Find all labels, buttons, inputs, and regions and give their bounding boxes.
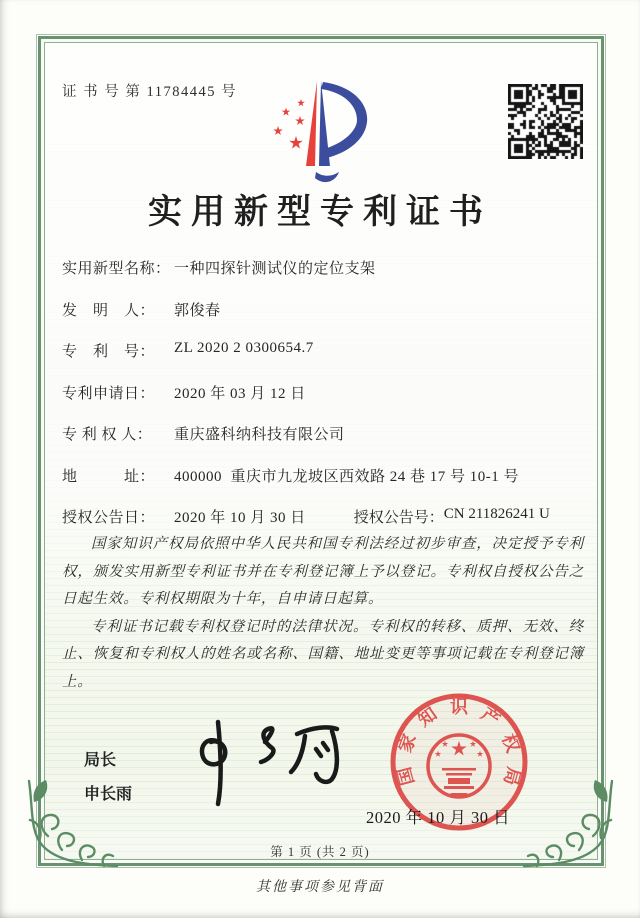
page-number: 第 1 页 (共 2 页) xyxy=(270,845,370,859)
field-row-patentee xyxy=(62,423,582,444)
field-label: 专利申请日： xyxy=(62,385,156,402)
certificate-number: 证 书 号 第 11784445 号 xyxy=(62,84,238,100)
field-label: 授权公告日： xyxy=(62,510,156,526)
director-title: 局长 xyxy=(84,752,117,769)
director-signature-icon xyxy=(185,712,355,812)
seal-date: 2020 年 10 月 30 日 xyxy=(366,808,511,827)
qr-code xyxy=(508,84,583,159)
field-value: 郭俊春 xyxy=(174,302,221,319)
field-label: 专 利 号： xyxy=(62,344,156,360)
certificate-title: 实用新型专利证书 xyxy=(148,194,492,231)
legal-text xyxy=(62,531,584,696)
legal-paragraph-1: 国家知识产权局依照中华人民共和国专利法经过初步审查，决定授予专利权，颁发实用新型专利证书并在专利登记簿上予以登记。专利权自授权公告之日起生效。专利权期限为十年，自申请日起算。 xyxy=(62,536,584,608)
field-value: ZL 2020 2 0300654.7 xyxy=(174,340,314,356)
field-label: 授权公告号： xyxy=(353,510,444,526)
back-side-note: 其他事项参见背面 xyxy=(256,880,384,895)
director-name: 申长雨 xyxy=(84,786,133,804)
field-row-filing-date xyxy=(62,382,582,403)
svg-text:识: 识 xyxy=(450,697,468,717)
field-value: 400000 重庆市九龙坡区西效路 24 巷 17 号 10-1 号 xyxy=(174,468,519,485)
qr-code-canvas xyxy=(508,84,583,159)
field-value: 2020 年 10 月 30 日 xyxy=(174,510,306,526)
svg-text:知: 知 xyxy=(414,703,441,731)
field-label: 专 利 权 人： xyxy=(62,427,153,443)
field-label: 实用新型名称： xyxy=(62,261,171,277)
field-row-patent-number xyxy=(62,340,582,361)
field-value: 2020 年 03 月 12 日 xyxy=(174,385,306,402)
svg-text:家: 家 xyxy=(394,731,420,756)
svg-text:局: 局 xyxy=(500,764,525,788)
field-value: 重庆盛科纳科技有限公司 xyxy=(174,427,345,443)
field-label: 发 明 人： xyxy=(62,302,156,319)
field-list xyxy=(62,257,582,527)
field-row-grant xyxy=(62,506,582,527)
field-row-inventor xyxy=(62,299,582,320)
field-label: 地 址： xyxy=(62,468,156,485)
legal-paragraph-2: 专利证书记载专利权登记时的法律状况。专利权的转移、质押、无效、终止、恢复和专利权人的姓名或名称、国籍、地址变更等事项记载在专利登记簿上。 xyxy=(62,618,584,690)
svg-text:产: 产 xyxy=(477,703,504,731)
svg-text:权: 权 xyxy=(498,731,524,756)
field-value: CN 211826241 U xyxy=(443,506,550,522)
field-row-utility-model-name xyxy=(62,257,582,278)
field-value: 一种四探针测试仪的定位支架 xyxy=(174,261,376,277)
cnipa-logo-icon xyxy=(252,76,392,188)
grant-number-pair xyxy=(354,506,550,527)
svg-text:国: 国 xyxy=(393,764,418,788)
field-row-address xyxy=(62,465,582,486)
